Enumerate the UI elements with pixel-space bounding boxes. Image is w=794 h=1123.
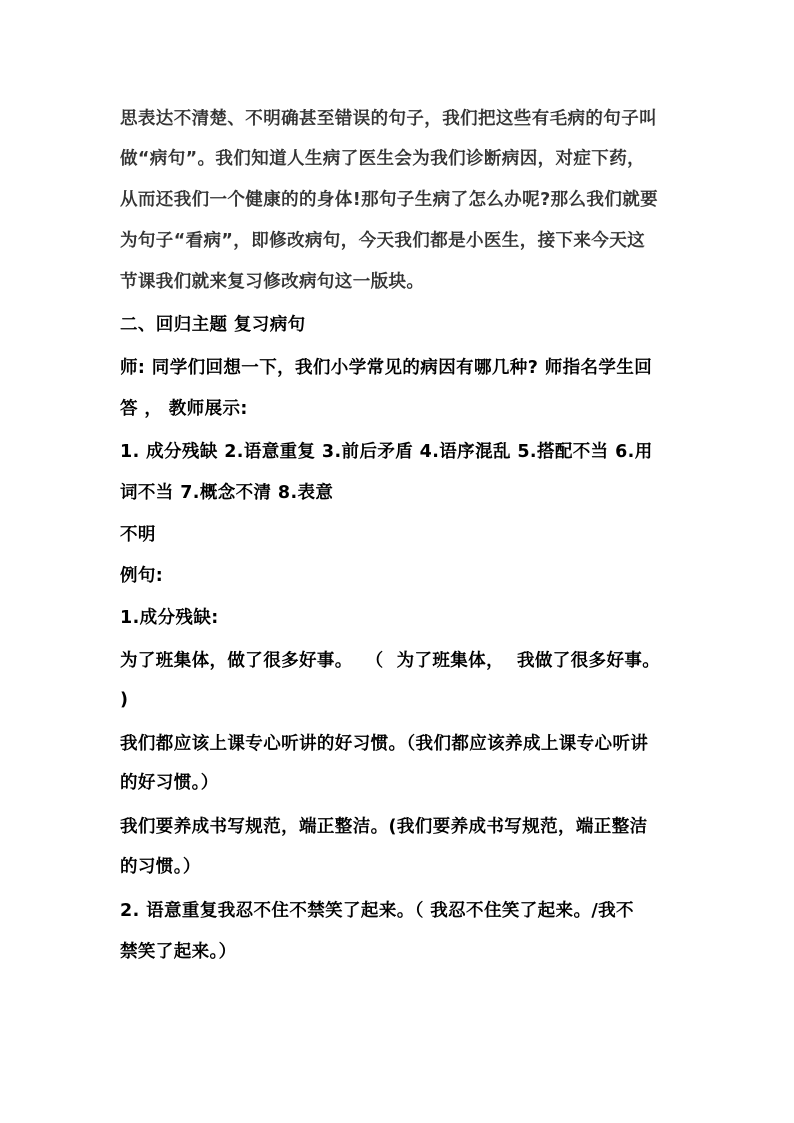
example-line: 我们都应该上课专心听讲的好习惯。（我们都应该养成上课专心听讲 (120, 734, 649, 754)
sub2-line: 禁笑了起来。） (120, 942, 237, 962)
intro-line: 思表达不清楚、不明确甚至错误的句子，我们把这些有毛病的句子叫 (120, 109, 657, 129)
example-line: 我们要养成书写规范，端正整洁。(我们要养成书写规范，端正整洁 (120, 817, 648, 837)
teacher-line: 师: 同学们回想一下，我们小学常见的病因有哪几种? 师指名学生回 (120, 358, 653, 378)
sub2-line: 2. 语意重复我忍不住不禁笑了起来。（ 我忍不住笑了起来。/我不 (120, 901, 634, 921)
cause-list-line: 不明 (120, 525, 156, 545)
intro-line: 从而还我们一个健康的的身体!那句子生病了怎么办呢?那么我们就要 (120, 190, 659, 210)
cause-list-line: 词不当 7.概念不清 8.表意 (120, 483, 334, 503)
example-line: 的习惯。） (120, 857, 201, 877)
examples-label: 例句: (120, 566, 164, 586)
intro-line: 节课我们就来复习修改病句这一版块。 (120, 272, 425, 292)
intro-line: 为句子“看病”，即修改病句，今天我们都是小医生，接下来今天这 (120, 231, 646, 251)
example-line: ) (120, 690, 129, 710)
cause-list-line: 1. 成分残缺 2.语意重复 3.前后矛盾 4.语序混乱 5.搭配不当 6.用 (120, 442, 653, 462)
sub1-label: 1.成分残缺: (120, 608, 219, 628)
section-heading: 二、回归主题 复习病句 (120, 315, 306, 335)
teacher-line: 答 ， 教师展示: (120, 399, 248, 419)
intro-line: 做“病句”。我们知道人生病了医生会为我们诊断病因，对症下药， (120, 149, 646, 169)
example-line: 为了班集体，做了很多好事。 （ 为了班集体， 我做了很多好事。 (120, 651, 661, 671)
example-line: 的好习惯。） (120, 773, 219, 793)
